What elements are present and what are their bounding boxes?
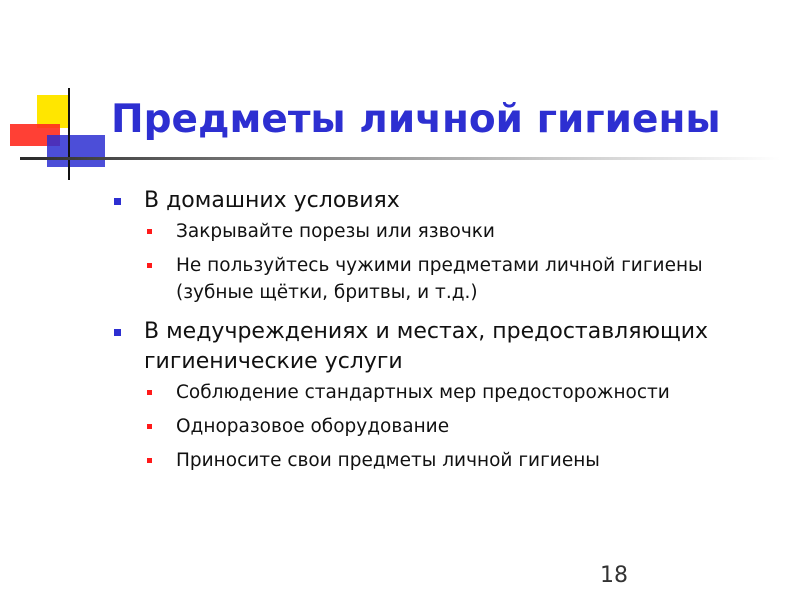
square-bullet-icon	[147, 263, 152, 268]
page-number: 18	[600, 563, 628, 588]
bullet-text: Одноразовое оборудование	[176, 416, 450, 437]
bullet-level2-no-shared-items	[145, 252, 772, 306]
logo-vertical-line	[68, 88, 70, 180]
square-bullet-icon	[147, 390, 152, 395]
square-bullet-icon	[147, 458, 152, 463]
bullet-level2-cover-cuts	[145, 218, 772, 245]
bullet-text: Соблюдение стандартных мер предосторожности	[176, 382, 670, 403]
decorative-logo-squares	[0, 0, 120, 190]
slide-title: Предметы личной гигиены	[111, 97, 721, 142]
logo-blue-square	[47, 135, 105, 167]
slide-content	[112, 186, 772, 481]
square-bullet-icon	[114, 198, 121, 205]
bullet-text: Приносите свои предметы личной гигиены	[176, 450, 600, 471]
bullet-level1-home	[112, 186, 772, 216]
bullet-text: В домашних условиях	[144, 188, 400, 213]
bullet-text: Закрывайте порезы или язвочки	[176, 221, 495, 242]
square-bullet-icon	[147, 229, 152, 234]
bullet-text: В медучреждениях и местах, предоставляющих гигиенические услуги	[144, 319, 709, 374]
bullet-level1-medical	[112, 317, 772, 377]
square-bullet-icon	[147, 424, 152, 429]
bullet-text: Не пользуйтесь чужими предметами личной гигиены (зубные щётки, бритвы, и т.д.)	[176, 255, 703, 303]
bullet-level2-disposable-equipment	[145, 413, 772, 440]
bullet-level2-bring-own-items	[145, 447, 772, 474]
title-underline	[20, 157, 780, 160]
bullet-level2-standard-precautions	[145, 379, 772, 406]
square-bullet-icon	[114, 329, 121, 336]
